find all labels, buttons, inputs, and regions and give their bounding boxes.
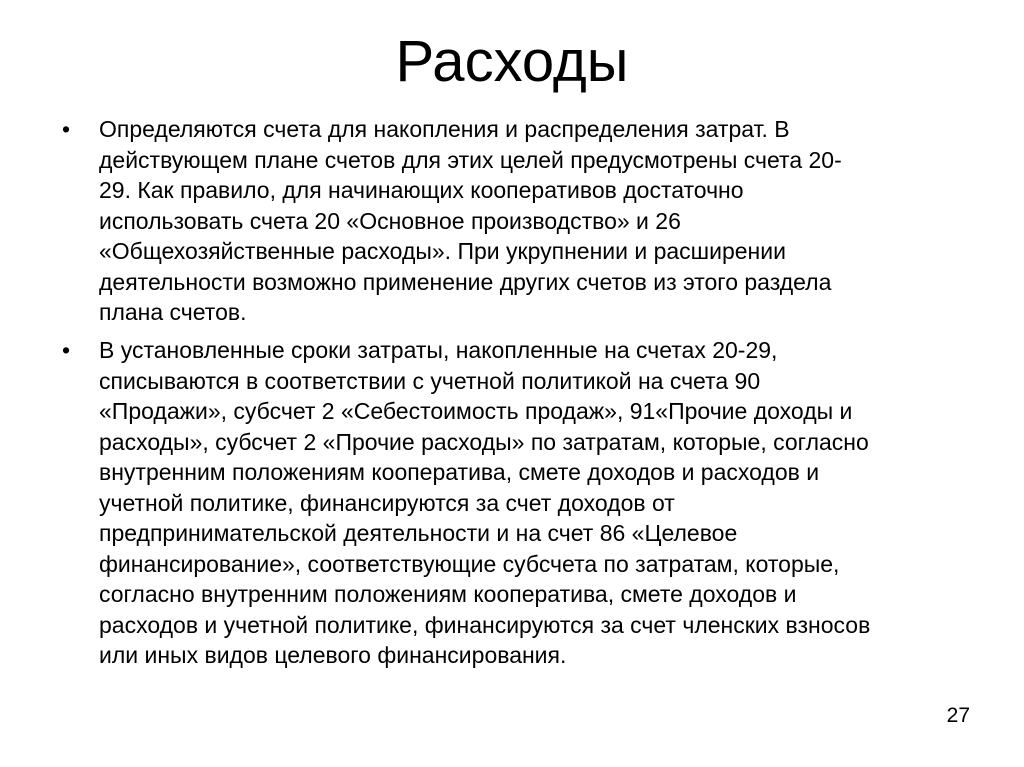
page-number: 27 [946, 704, 970, 727]
bullet-marker: • [62, 337, 71, 363]
bullet-text: Определяются счета для накопления и распределения затрат. В действующем плане счетов для этих целей предусмотрены счета 20- 29. Как правило, для начинающих кооперативов достаточно использовать счета 20 «Основное производство» и 26 «Общехозяйственные расходы». При укрупнении и расширении деятельности возможно применение других счетов из этого раздела плана счетов. [99, 116, 842, 325]
slide-title: Расходы [395, 29, 629, 94]
bullet-marker: • [62, 116, 71, 142]
bullet-text: В установленные сроки затраты, накопленные на счетах 20-29, списываются в соответствии с учетной политикой на счета 90 «Продажи», субсчет 2 «Себестоимость продаж», 91«Прочие доходы и расходы», субсчет 2 «Прочие расходы» по затратам, которые, согласно внутренним положениям кооператива, смете доходов и расходов и учетной политике, финансируются за счет доходов от предпринимательской деятельности и на счет 86 «Целевое финансирование», соответствующие субсчета по затратам, которые, согласно внутренним положениям кооператива, смете доходов и расходов и учетной политике, финансируются за счет членских взносов или иных видов целевого финансирования. [99, 337, 871, 668]
